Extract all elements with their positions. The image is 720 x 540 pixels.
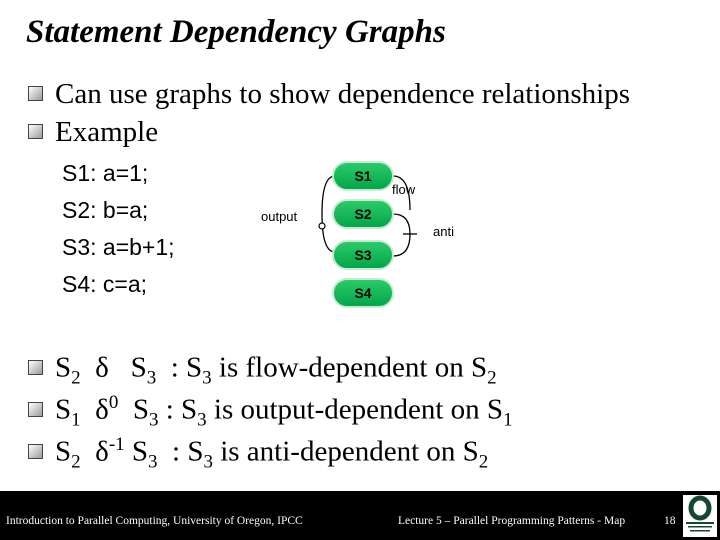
university-logo-icon [683, 495, 717, 537]
anti-edge [393, 214, 410, 256]
bullet-text: Example [55, 116, 159, 148]
dependency-row: $S_1$ $\delta^0$ $S_3$ : $S_3$ is output-dependent on $S_1$ [28, 392, 513, 431]
dependency-row: $S_2$ $\delta^{-1}$ $S_3$ : $S_3$ is anti-dependent on $S_2$ [28, 434, 488, 473]
code-line: S3: a=b+1; [62, 234, 175, 260]
node-label: S2 [354, 206, 372, 222]
bullet-box-icon [28, 360, 43, 375]
node-label: S4 [354, 285, 372, 301]
bullet-text: Can use graphs to show dependence relationships [55, 78, 631, 110]
output-label: output [261, 209, 298, 224]
flow-label: flow [392, 182, 416, 197]
node-label: S3 [354, 247, 372, 263]
node-s3 [333, 241, 393, 269]
anti-label: anti [433, 224, 454, 239]
footer-course: Introduction to Parallel Computing, University of Oregon, IPCC [6, 515, 303, 527]
node-label: S1 [354, 168, 372, 184]
code-line: S2: b=a; [62, 197, 149, 223]
node-s1 [333, 162, 393, 190]
page-number: 18 [664, 515, 676, 527]
code-line: S1: a=1; [62, 160, 149, 186]
node-s2 [333, 200, 393, 228]
bullet-box-icon [28, 402, 43, 417]
footer-lecture: Lecture 5 – Parallel Programming Patterns - Map [398, 515, 626, 527]
footer-bar [0, 491, 720, 540]
bullet-box-icon [28, 444, 43, 459]
dependency-row: $S_2$ δ $S_3$ : $S_3$ is flow-dependent on $S_2$ [28, 350, 497, 389]
slide-title: Statement Dependency Graphs [26, 14, 446, 50]
node-s4 [333, 279, 393, 307]
output-edge-marker [319, 223, 325, 229]
code-line: S4: c=a; [62, 271, 148, 297]
